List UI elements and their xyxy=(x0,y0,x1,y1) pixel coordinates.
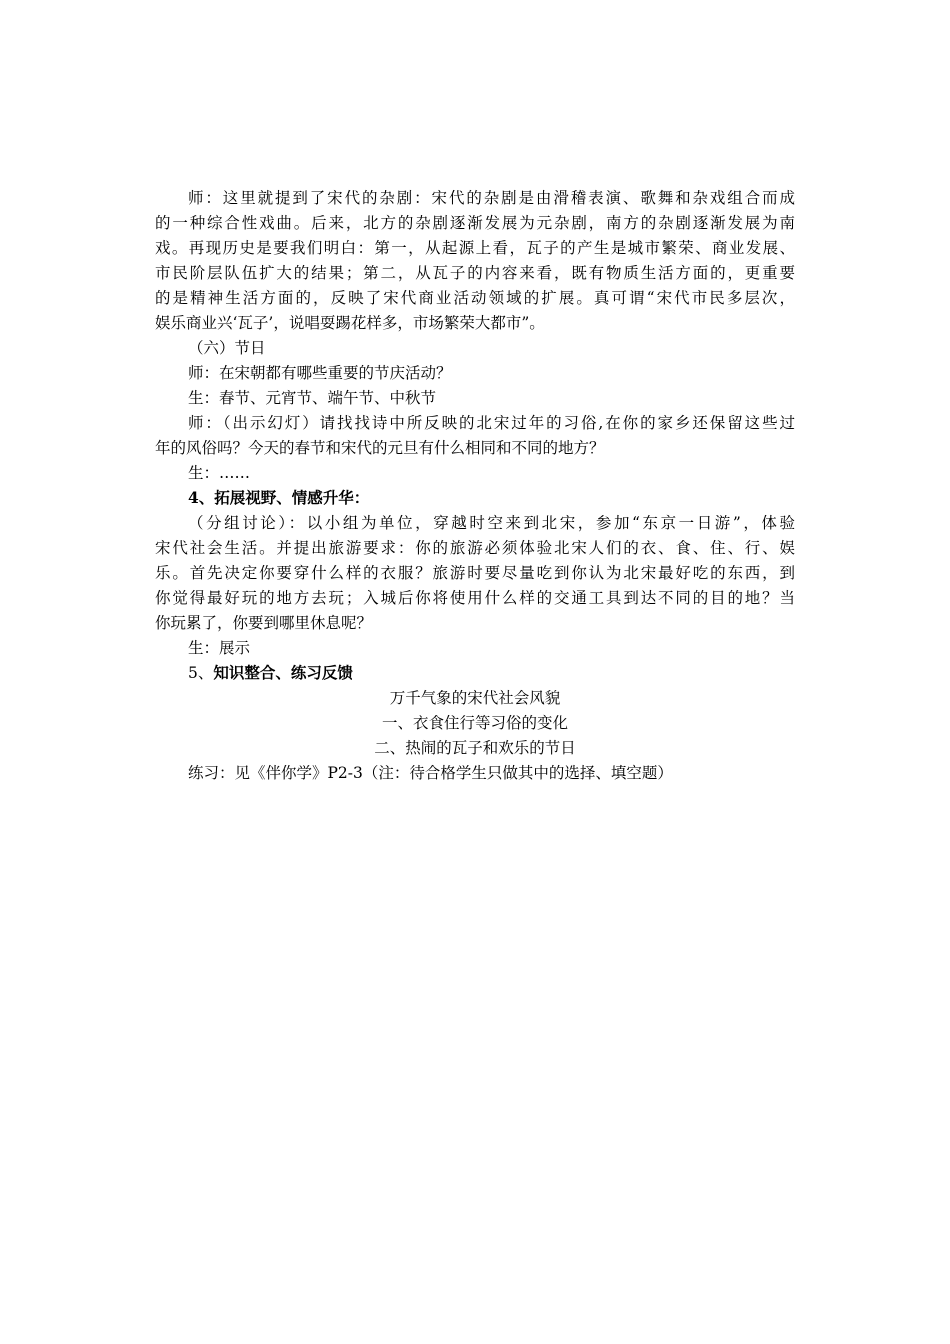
group-discussion-line-5: 你玩累了，你要到哪里休息呢？ xyxy=(155,614,373,632)
paragraph-teacher-drama-line-5: 的是精神生活方面的，反映了宋代商业活动领域的扩展。真可谓“宋代市民多层次， xyxy=(155,289,795,307)
summary-item-2: 二、热闹的瓦子和欢乐的节日 xyxy=(374,739,576,757)
paragraph-teacher-drama-line-6: 娱乐商业兴‘瓦子’，说唱耍踢花样多，市场繁荣大都市”。 xyxy=(155,314,545,332)
student-answer-ellipsis: 生：…… xyxy=(188,464,251,482)
paragraph-teacher-drama-line-3: 戏。再现历史是要我们明白：第一，从起源上看，瓦子的产生是城市繁荣、商业发展、 xyxy=(155,239,795,257)
section-heading-4: 4、拓展视野、情感升华： xyxy=(188,488,370,507)
paragraph-teacher-drama-line-4: 市民阶层队伍扩大的结果；第二，从瓦子的内容来看，既有物质生活方面的，更重要 xyxy=(155,264,795,282)
student-answer-show: 生：展示 xyxy=(188,639,251,657)
group-discussion-line-3: 乐。首先决定你要穿什么样的衣服？旅游时要尽量吃到你认为北宋最好吃的东西，到 xyxy=(155,564,795,582)
section-heading-5-text: 知识整合、练习反馈 xyxy=(213,663,353,682)
paragraph-teacher-drama-line-2: 的一种综合性戏曲。后来，北方的杂剧逐渐发展为元杂剧，南方的杂剧逐渐发展为南 xyxy=(155,214,795,232)
summary-title: 万千气象的宋代社会风貌 xyxy=(389,689,561,707)
section-heading-5 xyxy=(188,661,795,685)
section-heading-5-number: 5、 xyxy=(188,664,214,682)
teacher-question-poem-line-1: 师：（出示幻灯）请找找诗中所反映的北宋过年的习俗,在你的家乡还保留这些过 xyxy=(188,414,795,432)
group-discussion-line-2: 宋代社会生活。并提出旅游要求：你的旅游必须体验北宋人们的衣、食、住、行、娱 xyxy=(155,539,795,557)
teacher-question-poem-line-2: 年的风俗吗？今天的春节和宋代的元旦有什么相同和不同的地方？ xyxy=(155,439,605,457)
teacher-question-festivals: 师：在宋朝都有哪些重要的节庆活动？ xyxy=(188,364,452,382)
student-answer-festivals: 生：春节、元宵节、端午节、中秋节 xyxy=(188,389,437,407)
group-discussion-line-4: 你觉得最好玩的地方去玩；入城后你将使用什么样的交通工具到达不同的目的地？当 xyxy=(155,589,795,607)
section-heading-festivals: （六）节日 xyxy=(188,339,266,357)
paragraph-teacher-drama-line-1: 师：这里就提到了宋代的杂剧：宋代的杂剧是由滑稽表演、歌舞和杂戏组合而成 xyxy=(188,189,795,207)
group-discussion-line-1: （分组讨论）：以小组为单位，穿越时空来到北宋，参加“东京一日游”，体验 xyxy=(188,514,795,532)
exercise-note: 练习：见《伴你学》P2-3（注：待合格学生只做其中的选择、填空题） xyxy=(188,764,673,782)
summary-item-1: 一、衣食住行等习俗的变化 xyxy=(381,714,568,732)
